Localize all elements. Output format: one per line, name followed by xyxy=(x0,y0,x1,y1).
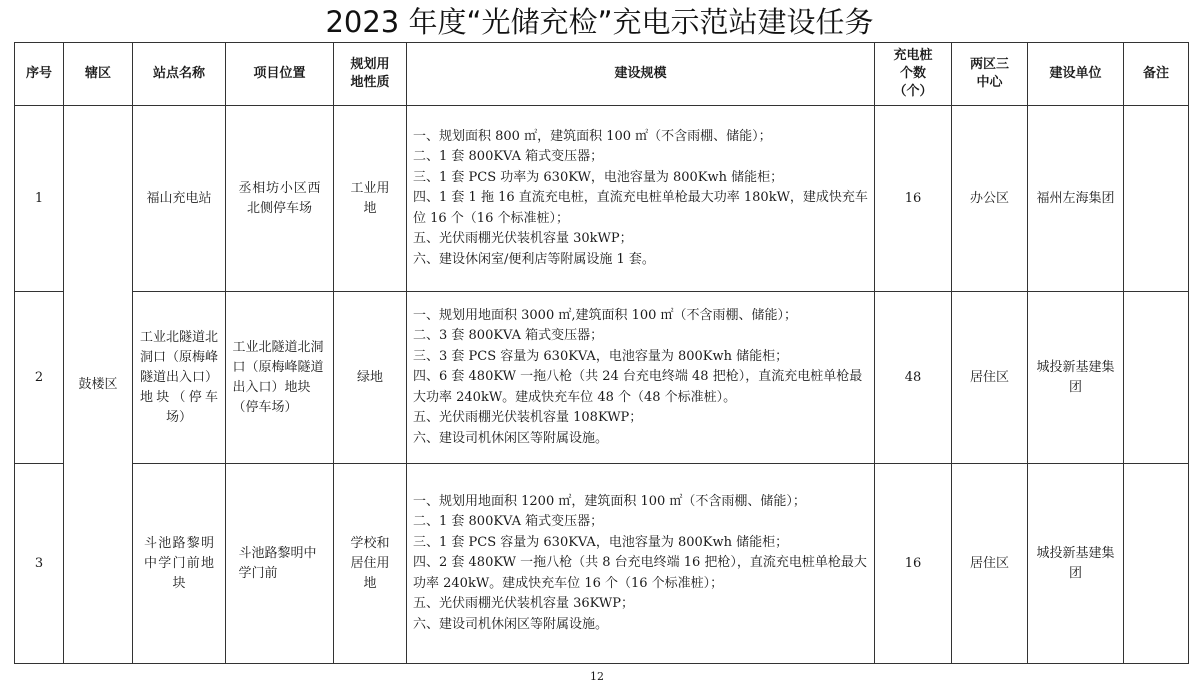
cell-land: 工业用地 xyxy=(334,106,407,292)
scale-line: 三、1 套 PCS 容量为 630KVA，电池容量为 800Kwh 储能柜； xyxy=(413,534,789,550)
cell-seq: 3 xyxy=(15,464,64,664)
page-number: 12 xyxy=(590,670,604,683)
cell-scale xyxy=(407,464,875,664)
scale-line: 六、建设司机休闲区等附属设施。 xyxy=(413,430,609,446)
cell-chargers: 16 xyxy=(875,464,952,664)
cell-unit: 城投新基建集团 xyxy=(1028,464,1124,664)
scale-line: 二、1 套 800KVA 箱式变压器； xyxy=(413,514,604,530)
cell-station: 斗池路黎明中学门前地块 xyxy=(133,464,226,664)
scale-line: 五、光伏雨棚光伏装机容量 36KWP； xyxy=(413,596,635,612)
cell-remark xyxy=(1124,464,1189,664)
header-chargers: 充电桩个数（个） xyxy=(875,43,952,106)
scale-line: 二、3 套 800KVA 箱式变压器； xyxy=(413,328,604,344)
table-header-row xyxy=(15,43,1189,106)
header-seq: 序号 xyxy=(15,43,64,106)
cell-district: 鼓楼区 xyxy=(64,106,133,664)
table-row xyxy=(15,292,1189,464)
cell-location: 工业北隧道北洞口（原梅峰隧道出入口）地块（停车场） xyxy=(226,292,334,464)
cell-chargers: 48 xyxy=(875,292,952,464)
scale-line: 三、1 套 PCS 功率为 630KW，电池容量为 800Kwh 储能柜； xyxy=(413,169,784,185)
scale-line: 五、光伏雨棚光伏装机容量 30kWP； xyxy=(413,231,633,247)
cell-chargers: 16 xyxy=(875,106,952,292)
header-district: 辖区 xyxy=(64,43,133,106)
scale-line: 四、6 套 480KW 一拖八枪（共 24 台充电终端 48 把枪），直流充电桩单枪最大功率 240kW。建成快充车位 48 个（48 个标准桩）。 xyxy=(413,369,863,405)
header-location: 项目位置 xyxy=(226,43,334,106)
scale-line: 一、规划面积 800 ㎡，建筑面积 100 ㎡（不含雨棚、储能）； xyxy=(413,128,772,144)
header-scale: 建设规模 xyxy=(407,43,875,106)
scale-line: 四、1 套 1 拖 16 直流充电桩，直流充电桩单枪最大功率 180kW，建成快充车位 16 个（16 个标准桩）； xyxy=(413,190,868,226)
table-row xyxy=(15,464,1189,664)
scale-line: 二、1 套 800KVA 箱式变压器； xyxy=(413,149,604,165)
scale-line: 一、规划用地面积 1200 ㎡，建筑面积 100 ㎡（不含雨棚、储能）； xyxy=(413,493,806,509)
cell-unit: 城投新基建集团 xyxy=(1028,292,1124,464)
cell-scale xyxy=(407,106,875,292)
header-unit: 建设单位 xyxy=(1028,43,1124,106)
cell-scale xyxy=(407,292,875,464)
cell-zone: 居住区 xyxy=(952,292,1028,464)
scale-line: 四、2 套 480KW 一拖八枪（共 8 台充电终端 16 把枪），直流充电桩单枪最大功率 240kW。建成快充车位 16 个（16 个标准桩）； xyxy=(413,555,867,591)
scale-line: 六、建设司机休闲区等附属设施。 xyxy=(413,616,609,632)
cell-zone: 居住区 xyxy=(952,464,1028,664)
scale-line: 六、建设休闲室/便利店等附属设施 1 套。 xyxy=(413,251,655,267)
scale-line: 三、3 套 PCS 容量为 630KVA，电池容量为 800Kwh 储能柜； xyxy=(413,348,789,364)
header-land: 规划用地性质 xyxy=(334,43,407,106)
cell-land: 学校和居住用地 xyxy=(334,464,407,664)
cell-station: 福山充电站 xyxy=(133,106,226,292)
cell-location: 丞相坊小区西北侧停车场 xyxy=(226,106,334,292)
cell-unit: 福州左海集团 xyxy=(1028,106,1124,292)
header-zone: 两区三中心 xyxy=(952,43,1028,106)
document-title: 2023 年度“光储充检”充电示范站建设任务 xyxy=(325,5,874,39)
cell-seq: 1 xyxy=(15,106,64,292)
cell-station: 工业北隧道北洞口（原梅峰隧道出入口）地块（停车场） xyxy=(133,292,226,464)
header-station: 站点名称 xyxy=(133,43,226,106)
cell-location: 斗池路黎明中学门前 xyxy=(226,464,334,664)
cell-remark xyxy=(1124,106,1189,292)
scale-line: 一、规划用地面积 3000 ㎡,建筑面积 100 ㎡（不含雨棚、储能）； xyxy=(413,307,798,323)
cell-seq: 2 xyxy=(15,292,64,464)
header-remark: 备注 xyxy=(1124,43,1189,106)
cell-land: 绿地 xyxy=(334,292,407,464)
cell-zone: 办公区 xyxy=(952,106,1028,292)
table-row xyxy=(15,106,1189,292)
task-table xyxy=(14,42,1189,664)
scale-line: 五、光伏雨棚光伏装机容量 108KWP； xyxy=(413,410,643,426)
cell-remark xyxy=(1124,292,1189,464)
